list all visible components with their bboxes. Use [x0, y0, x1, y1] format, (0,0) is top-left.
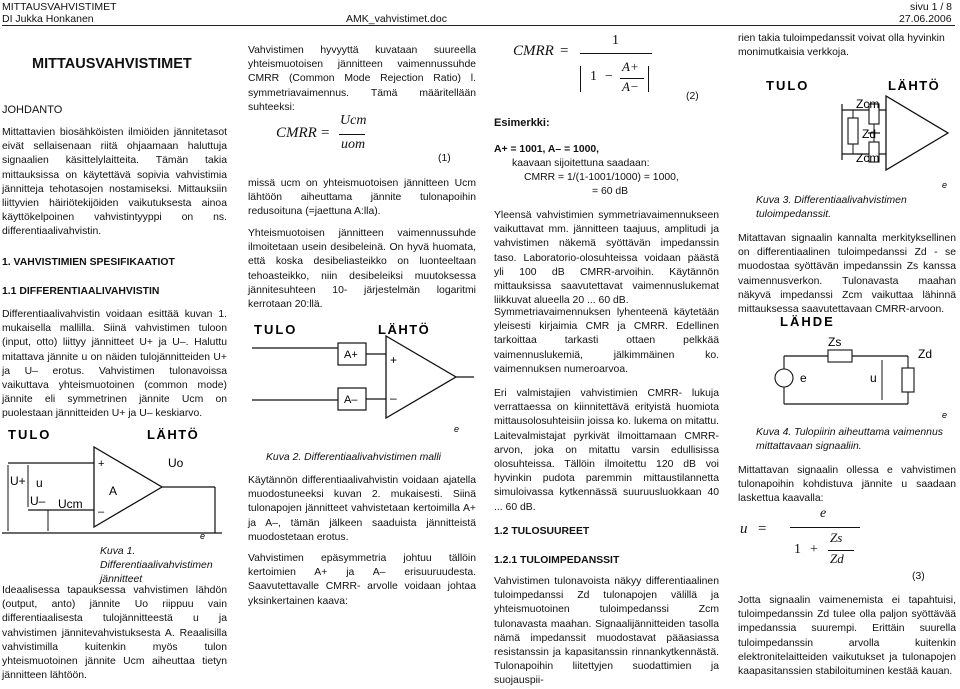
- eq1-lhs: CMRR: [276, 125, 317, 141]
- intro-paragraph: Mittattavien biosähköisten ilmiöiden jännitetasot eivät sellaisenaan riitä ohjaamaan haluttuja signaalien käsittelylaitteita. Tämän takia mittauksissa on käytettävä sopivia vahvistimia jännitteja tehotasojen nostamiseksi. Mittauksiin liittyvien häiriötekijöiden vaikutuksesta ainoa käyttökelpoinen vahvistintyyppi on ns. differentiaalivahvistin.: [2, 127, 227, 238]
- figure-4-caption: Kuva 4. Tulopiirin aiheuttama vaimennus mittattavaan signaaliin.: [756, 427, 943, 453]
- eq2-fraction-bar: [580, 53, 652, 54]
- main-title: MITTAUSVAHVISTIMET: [32, 56, 192, 72]
- fig4-corner-mark: e: [942, 410, 948, 420]
- fig2-corner-mark: e: [454, 424, 460, 434]
- fig3-tulo-label: TULO: [766, 78, 810, 93]
- col2-paragraph-1: Vahvistimen hyvyyttä kuvataan suureella yhteismuotoisen jännitteen vaimennussuhde CMRR (Common Mode Rejection Ratio) l. symmetriavaimennus. Tämä määritellään suhteeksi:: [248, 45, 476, 113]
- fig3-corner-mark: e: [942, 180, 948, 190]
- figure-4-diagram: [738, 312, 958, 424]
- fig1-u-plus-label: U+: [10, 474, 26, 488]
- header-divider: [2, 25, 955, 26]
- eq3-zs: Zs: [830, 530, 843, 545]
- col4-paragraph-4: Jotta signaalin vaimenemista ei tapahtuisi, tuloimpedanssin Zd tulee olla paljon syöttävää impedanssia suurempi. Erittäin suurella tuloimpedanssin arvolla kuitenkin elektronitelaitteiden vaikutukset ja tulonapojen kaapasitanssien stabiloituminen kestää kauan.: [738, 595, 956, 678]
- eq2-a-minus: A−: [622, 79, 639, 94]
- section-1-heading: 1. VAHVISTIMIEN SPESIFIKAATIOT: [2, 257, 175, 268]
- header-filename: AMK_vahvistimet.doc: [346, 13, 447, 25]
- col2-paragraph-5: Vahvistimen epäsymmetria johtuu tällöin kertoimien A+ ja A– erisuuruudesta. Saavutettavalle CMRR- arvolle voidaan johtaa yksinkertainen kaava:: [248, 553, 476, 607]
- fig4-zd-label: Zd: [918, 347, 933, 361]
- fig1-lahto-label: LÄHTÖ: [147, 427, 200, 442]
- col2-paragraph-4: Käytännön differentiaalivahvistin voidaan ajatella muodostuneeksi kuvan 2. mukaisesti. Siinä tulonapojen jännitteet vahvistetaan kertoimilla A+ ja A–, tämän jälkeen saaduista jännitteistä muodostetaan erotus.: [248, 475, 476, 543]
- col3-paragraph-1: Yleensä vahvistimien symmetriavaimennukseen vaikuttavat mm. jännitteen taajuus, amplitudi ja vahvistimen näkemä syöttävän impedanssin taso. Laboratorio-olosuhteissa voidaan päästä yli 100 dB CMRR-arvoihin. Käytännön mittauksissa saavutettavat vaimennuslukemat liikkuvat alueella 20 ... 60 dB.: [494, 210, 719, 307]
- example-heading: Esimerkki:: [494, 117, 550, 129]
- header-date: 27.06.2006: [899, 13, 952, 25]
- example-line-1: A+ = 1001, A– = 1000,: [494, 144, 600, 155]
- col3-paragraph-3: Eri valmistajien vahvistimien CMRR- lukuja verrattaessa on kiinnitettävä erityistä huomiota mittausolosuhteisiin joissa ko. lukema on mitattu. Laitevalmistajat pyrkivät ilmoittamaan CMRR-arvon, joka on mitattu varsin edullisissa olosuhteissa. Tällöin ilmoitettu 120 dB voi hyvinkin pudota paremmin mittaustilannetta simuloivassa kytkennässä suuruusluokkaan 40 ... 60 dB.: [494, 388, 719, 513]
- fig4-e-label: e: [800, 371, 807, 385]
- fig4-zs-label: Zs: [828, 335, 842, 349]
- fig2-a-minus-label: A–: [344, 394, 358, 406]
- fig4-lahde-label: LÄHDE: [780, 314, 835, 329]
- header-page-number: sivu 1 / 8: [910, 1, 953, 13]
- example-line-3: CMRR = 1/(1-1001/1000) = 1000,: [524, 172, 679, 183]
- fig1-tulo-label: TULO: [8, 427, 52, 442]
- fig2-a-plus-label: A+: [344, 349, 358, 361]
- fig3-zd-label: Zd: [862, 127, 877, 141]
- col4-paragraph-1: rien takia tuloimpedanssit voivat olla hyvinkin monimutkaisia verkkoja.: [738, 33, 945, 59]
- figure-2-caption: Kuva 2. Differentiaalivahvistimen malli: [266, 452, 441, 463]
- fig3-amplifier-triangle: [886, 96, 948, 170]
- fig3-zcm-bottom-label: Zcm: [856, 151, 880, 165]
- eq1-denominator: uom: [341, 137, 366, 152]
- eq2-lhs: CMRR: [513, 43, 554, 59]
- col1-paragraph-2: Ideaalisessa tapauksessa vahvistimen lähdön (output, anto) jännite Uo riippuu vain differentiaalisesta tulojännitteestä u ja vahvistimen jännitevahvistuksesta A. Reaalisilla vahvistimilla kuitenkin myös tulon yhteismuotoinen jännite Ucm aiheuttaa tietyn jännitteen lähtöön.: [2, 585, 227, 682]
- fig3-zcm-top-label: Zcm: [856, 97, 880, 111]
- fig1-u-label: u: [36, 476, 43, 490]
- col3-paragraph-4: Vahvistimen tulonavoista näkyy differentiaalinen tuloimpedanssi Zd tulonapojen välillä ja yhteismuotoinen tuloimpedanssi Zcm tulonavasta maahan. Signaalijännitteiden tasolla nämä impedanssit muodostavat pääasiassa resistanssin ja kapasitanssin rinnankytkennästä. Tulonapoihin liitettyjen suodattimien ja suojauspii-: [494, 576, 719, 687]
- eq1-numerator: Ucm: [340, 113, 367, 128]
- example-line-4: = 60 dB: [592, 186, 629, 197]
- eq2-abs-bar-left: [580, 66, 581, 92]
- fig3-zd-resistor: [848, 118, 858, 144]
- col2-paragraph-2: missä ucm on yhteismuotoisen jännitteen Ucm lähtöön aiheuttama jännite tulonapoihin redusoituna (=jaettuna A:lla).: [248, 178, 476, 218]
- example-line-2: kaavaan sijoitettuna saadaan:: [512, 158, 650, 169]
- fig1-minus-sign: –: [98, 506, 105, 518]
- col3-paragraph-2: Symmetriavaimennuksen lyhenteenä käytetään yleisesti kirjaimia CMR ja CMRR. Edellinen tarkoittaa tarkasti ottaen pelkkää vaimennuslukemiä, jälkimmäinen ko. vaimennuksen numeroarvoa.: [494, 307, 719, 375]
- eq3-numerator: e: [820, 506, 827, 521]
- fig1-corner-mark: e: [200, 531, 206, 541]
- col4-paragraph-2: Mitattavan signaalin kannalta merkityksellinen on differentiaalinen tuloimpedanssi Zd - se muodostaa syöttävän impedanssin Zs kanssa vaimennusverkon. Tulonavasta maahan näkyvä impedanssi Zcm vaikuttaa lähinnä mittauksessa saavutettavaan CMRR-arvoon.: [738, 233, 956, 316]
- figure-1-caption: Kuva 1. Differentiaalivahvistimen jännitteet: [100, 546, 213, 586]
- eq2-a-plus: A+: [622, 59, 639, 74]
- intro-heading: JOHDANTO: [2, 104, 63, 116]
- eq1-equals: =: [321, 125, 330, 141]
- fig1-u-minus-label: U–: [30, 494, 46, 508]
- figure-2-diagram: [248, 318, 478, 438]
- eq3-lhs: u: [740, 521, 748, 537]
- fig2-minus-sign: –: [390, 391, 397, 405]
- fig2-lahto-label: LÄHTÖ: [378, 322, 431, 337]
- col4-paragraph-3: Mittattavan signaalin ollessa e vahvistimen tulonapoihin kohdistuva jännite u saadaan laskettua kaavalla:: [738, 465, 956, 505]
- header-author: DI Jukka Honkanen: [2, 13, 94, 25]
- fig4-zd-resistor: [902, 368, 914, 392]
- eq1-fraction-bar: [339, 134, 365, 135]
- eq3-plus: +: [810, 542, 818, 557]
- eq3-one: 1: [794, 542, 801, 557]
- header-doc-title: MITTAUSVAHVISTIMET: [2, 1, 117, 13]
- fig1-ucm-label: Ucm: [58, 497, 83, 511]
- eq2-minus: −: [605, 69, 613, 84]
- figure-1-diagram: [0, 425, 230, 545]
- fig2-plus-sign: +: [390, 353, 398, 367]
- figure-3-diagram: [738, 74, 958, 194]
- eq2-number: (2): [686, 91, 699, 102]
- section-1-2-heading: 1.2 TULOSUUREET: [494, 526, 590, 537]
- fig1-plus-sign: +: [98, 458, 105, 470]
- fig2-tulo-label: TULO: [254, 322, 298, 337]
- eq1-number: (1): [438, 153, 451, 164]
- fig4-source-circle: [775, 369, 793, 387]
- eq3-number: (3): [912, 571, 925, 582]
- fig4-zs-resistor: [828, 350, 852, 362]
- figure-3-caption: Kuva 3. Differentiaalivahvistimen tuloimpedanssit.: [756, 195, 907, 221]
- eq2-abs-bar-right: [648, 66, 649, 92]
- eq3-equals: =: [758, 521, 767, 537]
- section-1-1-paragraph: Differentiaalivahvistin voidaan esittää kuvan 1. mukaisella mallilla. Siinä vahvistimen tuloon (input, otto) liittyy jännitteet U+ ja U–. Haluttu mitattava jännite u on näiden tulojännitteiden U+ ja U– erotus. Vahvistimen tulonavoissa vaikuttava yhteismuotoinen (common mode) jännite eli symmetrinen jännite Ucm on puolestaan jännitteiden U+ ja U– keskiarvo.: [2, 309, 227, 420]
- fig1-uo-label: Uo: [168, 456, 184, 470]
- fig3-lahto-label: LÄHTÖ: [888, 78, 941, 93]
- section-1-1-heading: 1.1 DIFFERENTIAALIVAHVISTIN: [2, 286, 160, 297]
- fig4-u-label: u: [870, 371, 877, 385]
- eq2-equals: =: [560, 43, 569, 59]
- eq3-fraction-bar: [790, 527, 860, 528]
- section-1-2-1-heading: 1.2.1 TULOIMPEDANSSIT: [494, 555, 620, 566]
- eq3-zd: Zd: [830, 551, 844, 566]
- eq2-numerator: 1: [612, 33, 619, 48]
- fig2-subtractor-triangle: [386, 336, 456, 418]
- fig1-gain-label: A: [109, 484, 118, 498]
- eq2-one: 1: [590, 69, 597, 84]
- col2-paragraph-3: Yhteismuotoisen jännitteen vaimennussuhde ilmoitetaan usein desibeleinä. On hyvä huomata, että koska desibeliasteikko on luonteeltaan tehoasteikko, niin desibeleiksi muutoksessa jännitesuhteen 10- järjestelmän logaritmi kerrotaan 20:llä.: [248, 228, 476, 311]
